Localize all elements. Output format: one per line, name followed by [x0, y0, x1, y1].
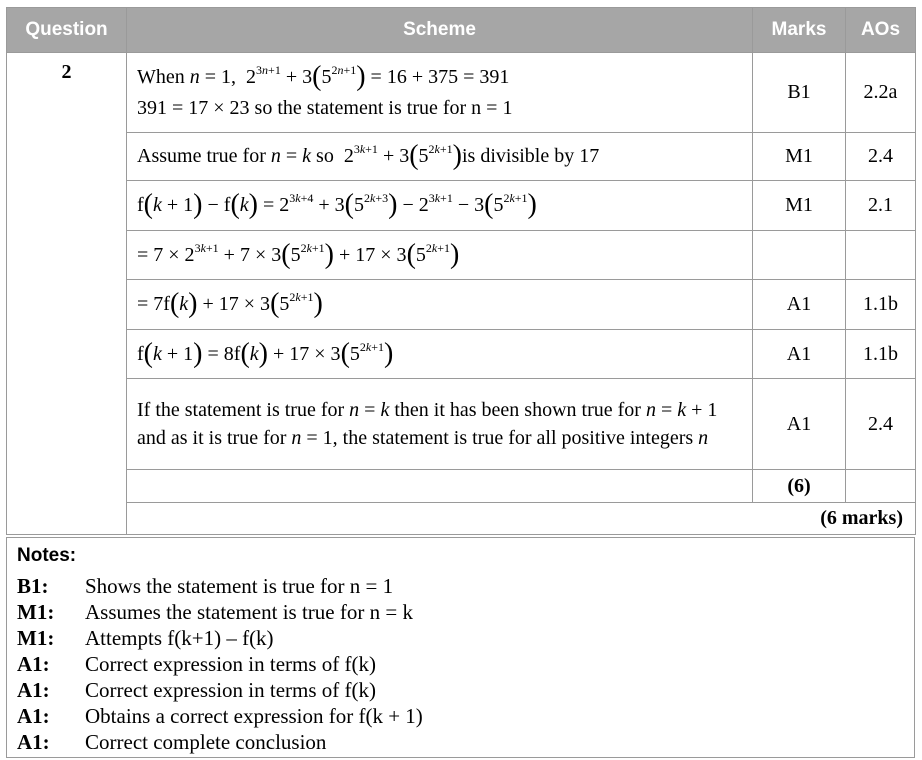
- scheme-line: 391 = 17 × 23 so the statement is true for n = 1: [137, 96, 513, 119]
- scheme-cell: [127, 53, 753, 133]
- note-text: Correct complete conclusion: [85, 730, 327, 754]
- notes-section: [6, 537, 915, 758]
- header-row: [7, 8, 916, 53]
- total-marks: (6 marks): [127, 503, 916, 535]
- table-row: [7, 231, 916, 280]
- table-row: [7, 379, 916, 470]
- scheme-cell: = $7 \times 2^{3k+1} + 7 \times 3(5^{2k+1}) + 17 \times 3(5^{2k+1})$: [127, 231, 753, 280]
- note-text: Correct expression in terms of f(k): [85, 652, 376, 676]
- note-code: B1:: [17, 574, 49, 598]
- notes-title: Notes:: [17, 545, 77, 566]
- table-row: [7, 133, 916, 181]
- conclusion-cell: If the statement is true for n = k then it has been shown true for n = k + 1 and as it is true for n = 1, the statement is true for all positive integers n: [127, 379, 753, 470]
- ao-cell: 2.1: [846, 181, 916, 231]
- scheme-cell: $f(k + 1) - f(k) = 2^{3k+4} + 3(5^{2k+3}) - 2^{3k+1} - 3(5^{2k+1})$: [127, 181, 753, 231]
- ao-cell: 2.2a: [846, 53, 916, 133]
- ao-cell: 2.4: [846, 133, 916, 181]
- ao-cell: [846, 231, 916, 280]
- table-row: [7, 330, 916, 379]
- ao-cell: 2.4: [846, 379, 916, 470]
- table-row: [7, 280, 916, 330]
- note-code: A1:: [17, 704, 50, 728]
- note-item: [17, 678, 376, 703]
- mark-cell: [753, 231, 846, 280]
- mark-cell: A1: [753, 330, 846, 379]
- table-row: [7, 181, 916, 231]
- note-text: Assumes the statement is true for n = k: [85, 600, 413, 624]
- mark-cell: A1: [753, 379, 846, 470]
- scheme-cell: = $7f(k) + 17 \times 3(5^{2k+1})$: [127, 280, 753, 330]
- ao-cell: 1.1b: [846, 330, 916, 379]
- note-code: A1:: [17, 730, 50, 754]
- header-scheme: Scheme: [127, 8, 753, 53]
- mark-scheme-table: [6, 7, 916, 535]
- mark-cell: M1: [753, 181, 846, 231]
- note-code: M1:: [17, 600, 55, 624]
- note-code: A1:: [17, 652, 50, 676]
- note-text: Obtains a correct expression for f(k + 1): [85, 704, 423, 728]
- note-text: Attempts f(k+1) – f(k): [85, 626, 274, 650]
- scheme-line: When n = 1, $2^{3n+1} + 3(5^{2n+1}) = 16 + 375 = 391$: [137, 60, 510, 92]
- total-row: [7, 503, 916, 535]
- scheme-cell: Assume true for n = k so $2^{3k+1} + 3(5^{2k+1})is$ divisible by 17: [127, 133, 753, 181]
- note-item: [17, 626, 274, 651]
- mark-cell: B1: [753, 53, 846, 133]
- table-row: [7, 53, 916, 133]
- question-number: 2: [7, 53, 127, 535]
- empty-cell: [127, 470, 753, 503]
- note-code: M1:: [17, 626, 55, 650]
- note-text: Shows the statement is true for n = 1: [85, 574, 394, 598]
- subtotal-row: [7, 470, 916, 503]
- header-question: Question: [7, 8, 127, 53]
- note-item: [17, 574, 393, 599]
- note-item: [17, 652, 376, 677]
- note-item: [17, 600, 413, 625]
- header-aos: AOs: [846, 8, 916, 53]
- note-code: A1:: [17, 678, 50, 702]
- ao-cell: 1.1b: [846, 280, 916, 330]
- header-marks: Marks: [753, 8, 846, 53]
- note-item: [17, 704, 423, 729]
- mark-cell: M1: [753, 133, 846, 181]
- subtotal-marks: (6): [753, 470, 846, 503]
- note-text: Correct expression in terms of f(k): [85, 678, 376, 702]
- scheme-cell: $f(k + 1) = 8f(k) + 17 \times 3(5^{2k+1})$: [127, 330, 753, 379]
- empty-cell: [846, 470, 916, 503]
- note-item: [17, 730, 326, 755]
- mark-cell: A1: [753, 280, 846, 330]
